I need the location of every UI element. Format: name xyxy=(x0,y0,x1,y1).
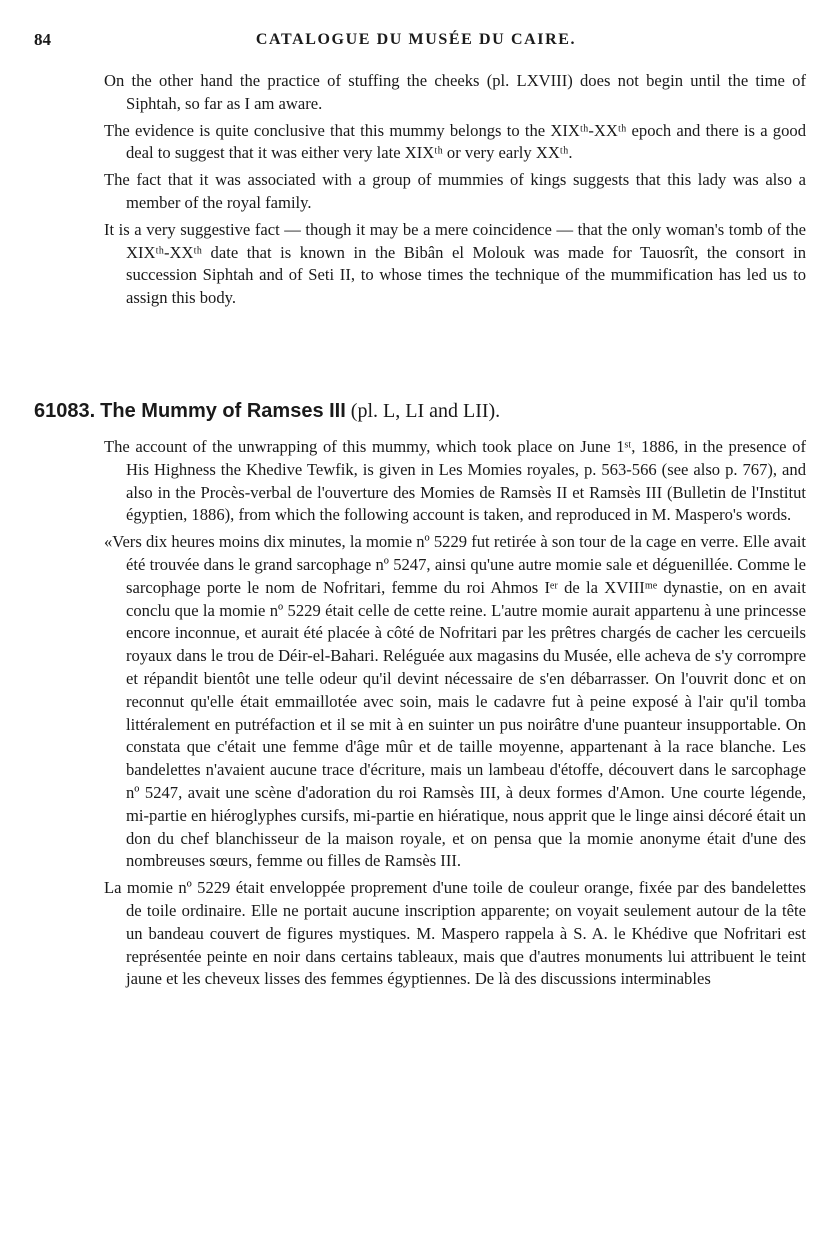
page-number: 84 xyxy=(34,30,51,49)
entry-plates: (pl. L, LI and LII). xyxy=(345,400,501,422)
paragraph: «Vers dix heures moins dix minutes, la momie nº 5229 fut retirée à son tour de la cage en verre. Elle avait été trouvée dans le grand sarcophage nº 5247, ainsi qu'une autre momie sale et déguenillée. Comme le sarcophage porte le nom de Nofritari, femme du roi Ahmos Iᵉʳ de la XVIIIᵐᵉ dynastie, on en avait conclu que la momie nº 5229 était celle de cette reine. L'autre momie aurait appartenu à une princesse encore inconnue, et aurait été placée à côté de Nofritari par les prêtres chargés de cacher les cercueils royaux dans le trou de Déir-el-Bahari. Reléguée aux magasins du Musée, elle acheva de s'y corrompre et répandit bientôt une telle odeur qu'il devint nécessaire de s'en débarrasser. On l'ouvrit donc et on reconnut qu'elle était emmaillotée avec soin, mais le cadavre fut à peine exposé à l'air qu'il tomba littéralement en putréfaction et il se mit à en suinter un pus noirâtre d'une puanteur insupportable. On constata que c'était une femme d'âge mûr et de taille moyenne, appartenant à la race blanche. Les bandelettes n'avaient aucune trace d'écriture, mais un lambeau d'étoffe, découvert dans le sarcophage nº 5247, avait une scène d'adoration du roi Ramsès III, à deux formes d'Amon. Une courte légende, mi-partie en hiéroglyphes cursifs, mi-partie en hiératique, nous apprit que le linge ainsi décoré était un don du chef blanchisseur de la maison royale, et on pensa que la momie anonyme était d'une des nombreuses sœurs, femme ou filles de Ramsès III. xyxy=(104,532,806,871)
top-text-block xyxy=(104,70,806,314)
paragraph: It is a very suggestive fact — though it may be a mere coincidence — that the only woman's tomb of the XIXᵗʰ-XXᵗʰ date that is known in the Bibân el Molouk was made for Tauosrît, the consort in succession Siphtah and of Seti II, to whose times the technique of the mummification has led us to assign this body. xyxy=(104,219,806,308)
entry-text-block xyxy=(104,436,806,995)
entry-number: 61083. xyxy=(34,400,96,422)
paragraph: The account of the unwrapping of this mummy, which took place on June 1ˢᵗ, 1886, in the presence of His Highness the Khedive Tewfik, is given in Les Momies royales, p. 563-566 (see also p. 767), and also in the Procès-verbal de l'ouverture des Momies de Ramsès II et Ramsès III (Bulletin de l'Institut égyptien, 1886), from which the following account is taken, and reproduced in M. Maspero's words. xyxy=(104,437,806,525)
paragraph: The evidence is quite conclusive that this mummy belongs to the XIXᵗʰ-XXᵗʰ epoch and there is a good deal to suggest that it was either very late XIXᵗʰ or very early XXᵗʰ. xyxy=(104,120,806,163)
running-head: CATALOGUE DU MUSÉE DU CAIRE. xyxy=(255,31,577,48)
paragraph: La momie nº 5229 était enveloppée proprement d'une toile de couleur orange, fixée par des bandelettes de toile ordinaire. Elle ne portait aucune inscription apparente; on voyait seulement autour de la tête un bandeau couvert de figures mystiques. M. Maspero rappela à S. A. le Khédive que Nofritari est représentée peinte en noir dans certains tableaux, mais que d'autres monuments lui attribuent le teint jaune et les cheveux lisses des femmes égyptiennes. De là des discussions interminables xyxy=(104,878,806,989)
entry-heading xyxy=(34,398,804,424)
paragraph: The fact that it was associated with a group of mummies of kings suggests that this lady was also a member of the royal family. xyxy=(104,170,806,212)
paragraph: On the other hand the practice of stuffing the cheeks (pl. LXVIII) does not begin until the time of Siphtah, so far as I am aware. xyxy=(104,71,806,113)
entry-title: The Mummy of Ramses III xyxy=(100,400,346,422)
